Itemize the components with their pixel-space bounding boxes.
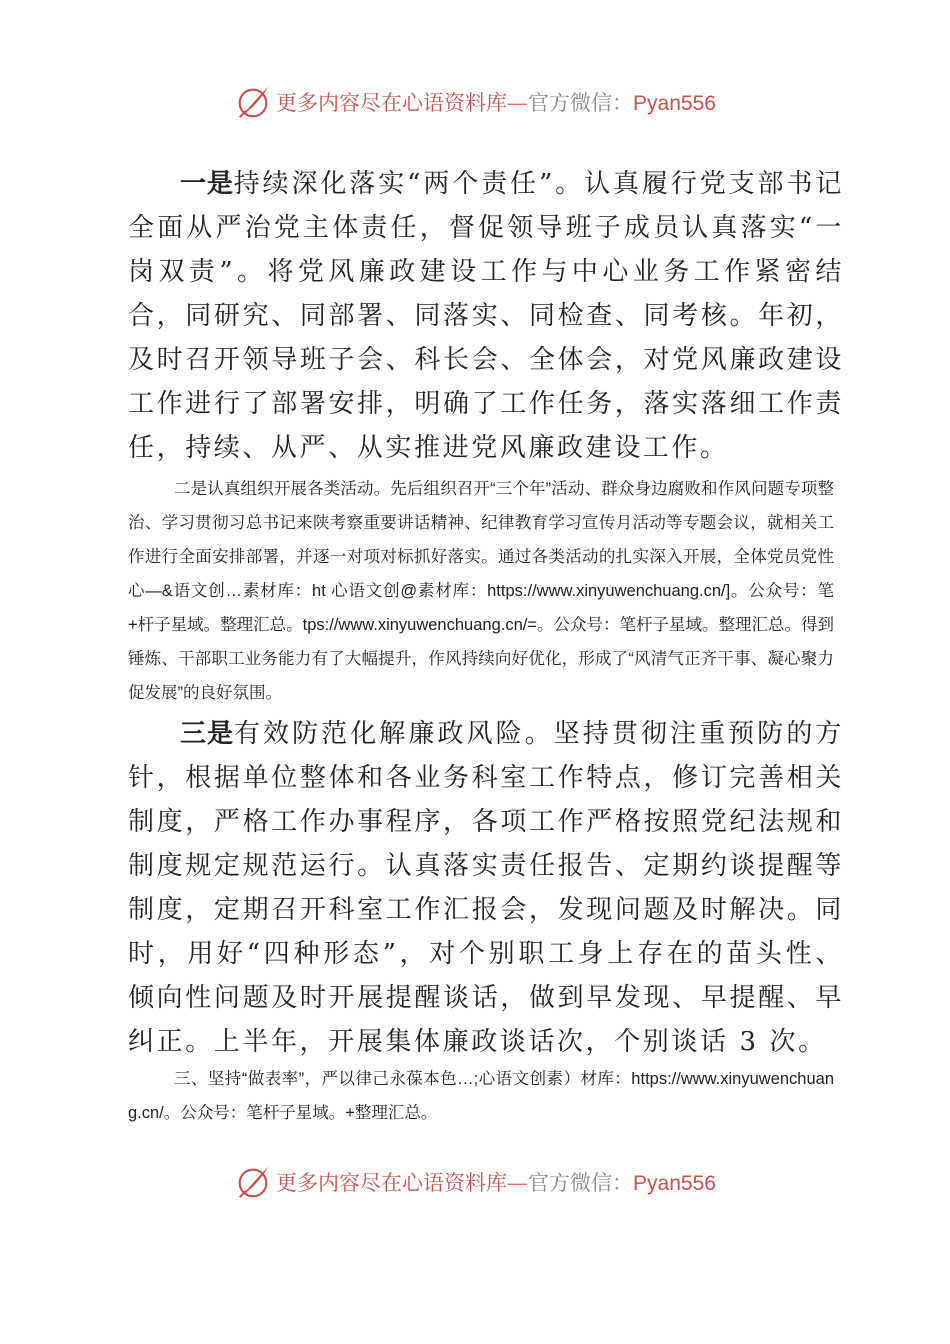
banner-text [276,87,716,117]
paragraph-3-lead: 三是 [180,719,234,749]
quill-logo-icon [234,83,272,121]
paragraph-1-text: 持续深化落实“两个责任”。认真履行党支部书记全面从严治党主体责任，督促领导班子成员认真落实“一岗双责”。将党风廉政建设工作与中心业务工作紧密结合，同研究、同部署、同落实、同检查、同考核。年初，及时召开领导班子会、科长会、全体会，对党风廉政建设工作进行了部署安排，明确了工作任务，落实落细工作责任，持续、从严、从实推进党风廉政建设工作。 [128,169,844,463]
header-banner [0,82,950,122]
banner-main-text: 更多内容尽在心语资料库 [276,91,508,115]
quill-logo-icon [234,1163,272,1201]
banner-main-text: 更多内容尽在心语资料库 [276,1171,508,1195]
paragraph-1 [128,162,844,470]
paragraph-3 [128,712,844,1064]
paragraph-4: 三、坚持“做表率”，严以律己永葆本色…;心语文创素）材库：https://www.xinyuwenchuang.cn/。公众号：笔杆子星域。+整理汇总。 [128,1070,834,1122]
banner-account: Pyan556 [633,92,716,115]
paragraph-2: 二是认真组织开展各类活动。先后组织召开“三个年”活动、群众身边腐败和作风问题专项整治、学习贯彻习总书记来陕考察重要讲话精神、纪律教育学习宣传月活动等专题会议，就相关工作进行全面安排部署，并逐一对项对标抓好落实。通过各类活动的扎实深入开展，全体党员党性心—&语文创…素材库：ht 心语文创@素材库：https://www.xinyuwenchuang.cn/]。公众号：笔+杆子星域。整理汇总。tps://www.xinyuwenchuang.cn/=。公众号：笔杆子星域。整理汇总。得到锤炼、干部职工业务能力有了大幅提升，作风持续向好优化，形成了“风清气正齐干事、凝心聚力促发展”的良好氛围。 [128,480,834,702]
banner-dash: — [507,91,529,115]
footer-banner [0,1162,950,1202]
banner-sub-text: 官方微信： [528,91,634,115]
banner-sub-text: 官方微信： [528,1171,634,1195]
banner-dash: — [507,1171,529,1195]
paragraph-3-text: 有效防范化解廉政风险。坚持贯彻注重预防的方针，根据单位整体和各业务科室工作特点，修订完善相关制度，严格工作办事程序，各项工作严格按照党纪法规和制度规定规范运行。认真落实责任报告、定期约谈提醒等制度，定期召开科室工作汇报会，发现问题及时解决。同时，用好“四种形态”，对个别职工身上存在的苗头性、倾向性问题及时开展提醒谈话，做到早发现、早提醒、早纠正。上半年，开展集体廉政谈话次，个别谈话 3 次。 [128,719,844,1057]
banner-account: Pyan556 [633,1172,716,1195]
banner-text [276,1167,716,1197]
paragraph-1-lead: 一是 [180,169,234,199]
